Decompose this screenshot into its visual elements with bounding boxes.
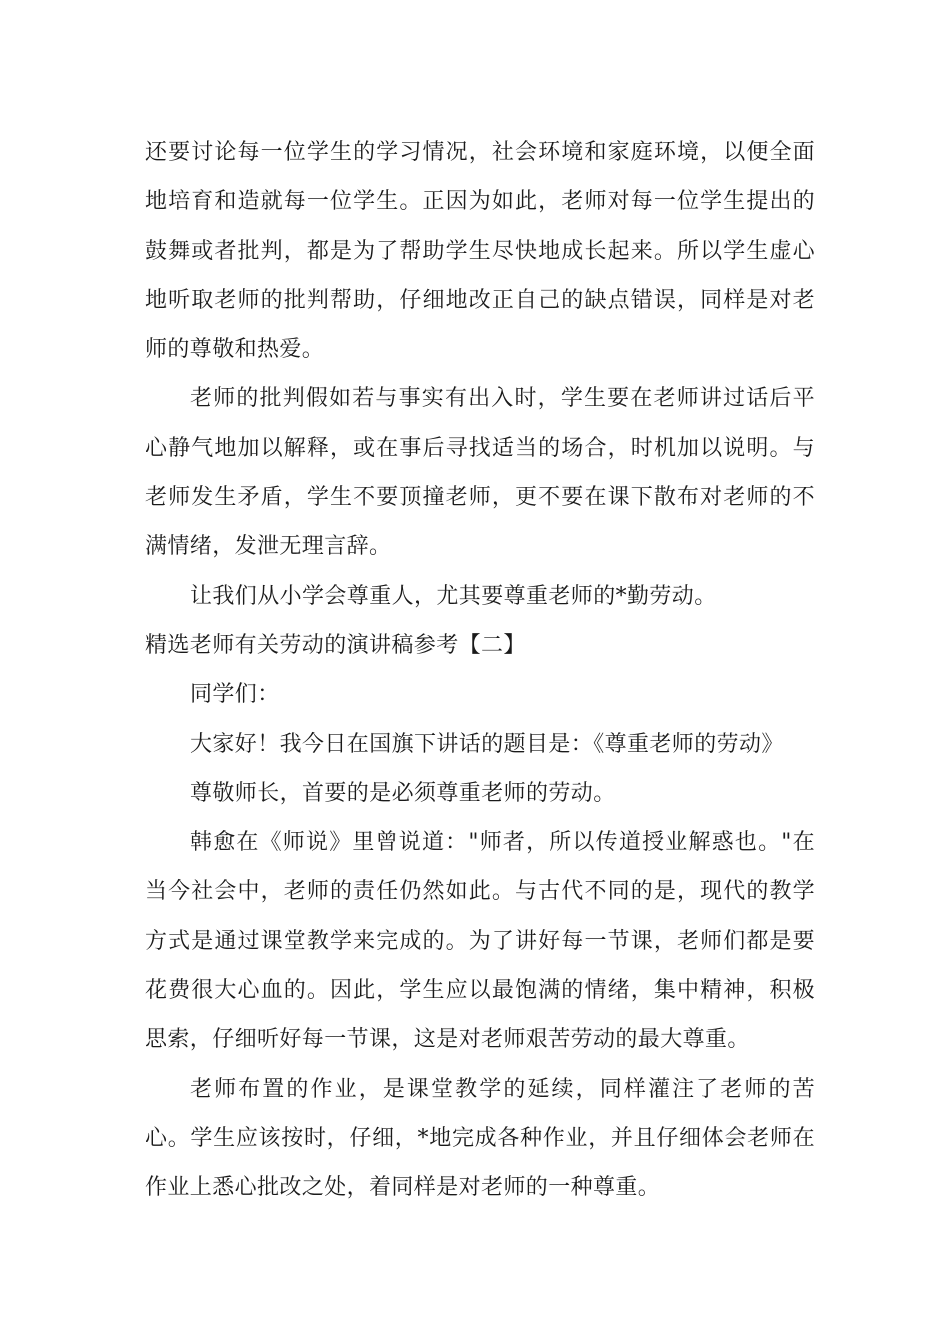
salutation: 同学们： xyxy=(190,682,280,708)
paragraph: 老师的批判假如若与事实有出入时，学生要在老师讲过话后平心静气地加以解释，或在事后寻找适当的场合，时机加以说明。与老师发生矛盾，学生不要顶撞老师，更不要在课下散布对老师的不满情绪，发泄无理言辞。 xyxy=(145,386,815,560)
section-heading: 精选老师有关劳动的演讲稿参考【二】 xyxy=(145,632,526,658)
paragraph: 韩愈在《师说》里曾说道："师者，所以传道授业解惑也。"在当今社会中，老师的责任仍然如此。与古代不同的是，现代的教学方式是通过课堂教学来完成的。为了讲好每一节课，老师们都是要花费很大心血的。因此，学生应以最饱满的情绪，集中精神，积极思索，仔细听好每一节课，这是对老师艰苦劳动的最大尊重。 xyxy=(145,830,815,1053)
document-body xyxy=(145,128,815,1213)
paragraph-continuation: 还要讨论每一位学生的学习情况，社会环境和家庭环境，以便全面地培育和造就每一位学生。正因为如此，老师对每一位学生提出的鼓舞或者批判，都是为了帮助学生尽快地成长起来。所以学生虚心地听取老师的批判帮助，仔细地改正自己的缺点错误，同样是对老师的尊敬和热爱。 xyxy=(145,140,815,363)
paragraph: 老师布置的作业，是课堂教学的延续，同样灌注了老师的苦心。学生应该按时，仔细，*地完成各种作业，并且仔细体会老师在作业上悉心批改之处，着同样是对老师的一种尊重。 xyxy=(145,1076,815,1201)
paragraph: 大家好！我今日在国旗下讲话的题目是：《尊重老师的劳动》 xyxy=(190,731,784,757)
paragraph: 尊敬师长，首要的是必须尊重老师的劳动。 xyxy=(190,780,616,806)
paragraph: 让我们从小学会尊重人，尤其要尊重老师的*勤劳动。 xyxy=(190,583,717,609)
